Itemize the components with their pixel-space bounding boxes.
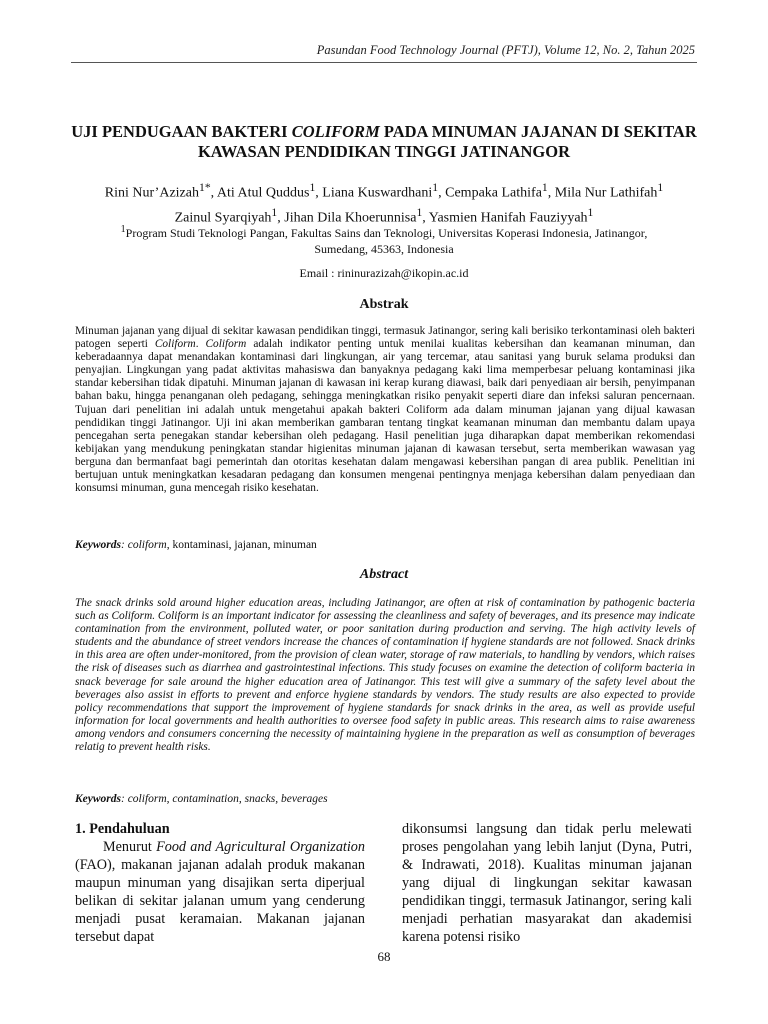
journal-header: Pasundan Food Technology Journal (PFTJ), Volume 12, No. 2, Tahun 2025 <box>316 43 695 57</box>
title-italic: COLIFORM <box>291 122 380 141</box>
abstrak-italic-2: Coliform <box>205 338 247 351</box>
header-rule <box>71 62 697 63</box>
abstrak-text-1: Minuman jajanan yang dijual di sekitar kawasan pendidikan tinggi, termasuk Jatinangor, sering kali berisiko terkontaminasi oleh bakteri patogen seperti <box>75 325 695 351</box>
author-name: , Ati Atul Quddus <box>210 185 310 201</box>
keywords-colon: : <box>121 539 128 551</box>
author-name: , Yasmien Hanifah Fauziyyah <box>422 210 588 226</box>
title-part-1: UJI PENDUGAAN BAKTERI <box>71 122 292 141</box>
body-column-left <box>75 820 365 946</box>
author-sup: 1 <box>541 181 548 194</box>
author-sup: 1 <box>416 205 423 219</box>
keywords-label: Keywords <box>75 539 121 551</box>
abstrak-heading: Abstrak <box>359 297 409 312</box>
keywords-label: Keywords <box>75 793 121 805</box>
author-name: , Mila Nur Lathifah <box>547 185 658 201</box>
title-part-2: PADA MINUMAN JAJANAN DI SEKITAR KAWASAN PENDIDIKAN TINGGI JATINANGOR <box>197 122 697 161</box>
abstrak-text-3: adalah indikator penting untuk menilai kualitas kebersihan dan keamanan minuman, dan keberadaannya dapat menandakan kontaminasi dari lingkungan, air yang tercemar, atau sanitasi yang buruk selama produksi dan penyajian. Lingkungan yang padat aktivitas mahasiswa dan banyaknya pedagang kaki lima memperbesar peluang kontaminasi jika standar kebersihan tidak dipatuhi. Minuman jajanan di kawasan ini kerap kurang diawasi, baik dari penyediaan air bersih, penyimpanan bahan baku, hingga penanganan oleh pedagang, sehingga meningkatkan risiko penyakit seperti diare dan infeksi saluran pencernaan. Tujuan dari penelitian ini adalah untuk mengetahui apakah bakteri Coliform ada dalam minuman jajanan yang dijual kawasan pendidikan tinggi Jatinangor. Uji ini akan memberikan gambaran tentang tingkat keamanan minuman dan membantu dalam upaya pencegahan serta penegakan standar kebersihan oleh pedagang. Hasil penelitian juga diharapkan dapat memberikan rekomendasi kebijakan yang mendukung peningkatan standar higienitas minuman jajanan di kawasan tersebut, serta memberikan wawasan yag berguna dan bermanfaat bagi pemerintah dan otoritas kesehatan dalam mengawasi kebersihan pangan di area publik. Penelitian ini bertujuan untuk meningkatkan kesadaran pedagang dan konsumen mengenai pentingnya menjaga kebersihan dalam penyediaan dan konsumsi minuman, guna mencegah risiko kesehatan. <box>75 338 695 495</box>
author-name: Rini Nur’Azizah <box>104 185 199 201</box>
keywords-rest: , kontaminasi, jajanan, minuman <box>166 539 317 551</box>
abstrak-keywords <box>75 539 317 551</box>
affiliation-line-1: Program Studi Teknologi Pangan, Fakultas Sains dan Teknologi, Universitas Koperasi Indonesia, Jatinangor, <box>125 226 648 240</box>
author-sup: 1 <box>587 205 594 219</box>
page-number: 68 <box>377 949 391 964</box>
author-name: Zainul Syarqiyah <box>174 210 272 226</box>
intro-left-italic: Food and Agricultural Organization <box>156 839 365 855</box>
corresponding-email: Email : rininurazizah@ikopin.ac.id <box>299 266 469 280</box>
author-name: , Jihan Dila Khoerunnisa <box>277 210 417 226</box>
author-name: , Cempaka Lathifa <box>438 185 542 201</box>
affiliation-sup: 1 <box>120 224 126 235</box>
paper-title <box>60 122 708 162</box>
abstract-heading: Abstract <box>359 567 409 582</box>
keywords-rest: : coliform, contamination, snacks, beverages <box>121 793 328 805</box>
keywords-italic: coliform <box>127 539 167 551</box>
author-sup: 1* <box>198 181 211 194</box>
abstrak-text-2: . <box>195 338 206 351</box>
author-sup: 1 <box>657 181 664 194</box>
author-sup: 1 <box>271 205 278 219</box>
author-name: , Liana Kuswardhani <box>315 185 433 201</box>
body-column-right <box>402 820 692 946</box>
author-sup: 1 <box>432 181 439 194</box>
abstrak-italic-1: Coliform <box>154 338 196 351</box>
intro-left-1: Menurut <box>103 839 157 855</box>
affiliation-line-2: Sumedang, 45363, Indonesia <box>314 242 454 256</box>
author-list <box>60 178 708 227</box>
abstrak-text <box>75 325 695 495</box>
abstract-text: The snack drinks sold around higher education areas, including Jatinangor, are often at risk of contamination by pathogenic bacteria such as Coliform. Coliform is an important indicator for assessing the cleanliness and safety of beverages, and its presence may indicate contamination from the environment, polluted water, or poor sanitation during production and serving. The high activity levels of students and the abundance of street vendors increase the chances of contamination if hygiene standards are not followed. Snack drinks in this area are often under-monitored, from the provision of clean water, storage of raw materials, to handling by vendors, which raises the risk of diseases such as diarrhea and gastrointestinal infections. This study focuses on examine the detection of coliform bacteria in snack beverage for sale around the higher education area of Jatinangor. This test will give a summary of the safety level about the beverages also assist in efforts to prevent and enforce hygiene standards by vendors. The study results are also expected to provide policy recommendations that support the improvement of hygiene standards for snack drinks in the area, as well as provide useful information for local governments and health authorities to oversee food safety in public areas. This research aims to raise awareness among vendors and consumers concerning the necessity of maintaining hygiene in the preparation as well as consumption of beverages relatig to prevent health risks. <box>75 597 695 754</box>
affiliation <box>70 222 698 257</box>
intro-right-text: dikonsumsi langsung dan tidak perlu melewati proses pengolahan yang lebih lanjut (Dyna, Putri, & Indrawati, 2018). Kualitas minuman jajanan yang dijual di lingkungan sekitar kawasan pendidikan tinggi, termasuk Jatinangor, sering kali menjadi perhatian masyarakat dan akademisi karena potensi risiko <box>402 821 692 945</box>
abstract-keywords <box>75 793 328 805</box>
author-sup: 1 <box>309 181 316 194</box>
section-heading: 1. Pendahuluan <box>75 821 170 837</box>
intro-left-2: (FAO), makanan jajanan adalah produk makanan maupun minuman yang disajikan serta diperjual belikan di sekitar jalanan umum yang cenderung menjadi pusat keramaian. Makanan jajanan tersebut dapat <box>75 857 365 945</box>
